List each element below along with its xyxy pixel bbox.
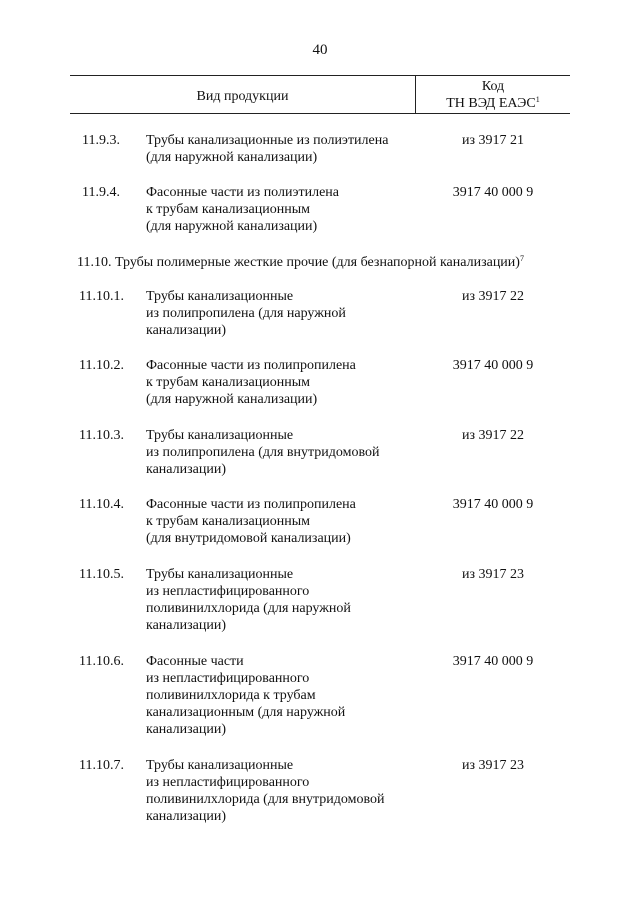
row-number: 11.9.4. [82,185,120,200]
row-code: 3917 40 000 9 [452,358,534,373]
header-footnote-mark: 1 [535,95,540,104]
row-description [146,184,416,235]
row-code: из 3917 23 [461,567,525,582]
row-description-line: Трубы канализационные из полиэтилена [146,133,389,148]
row-description-line: из непластифицированного [146,584,310,599]
row-description-line: канализации) [146,323,226,338]
header-product-type-cell [70,76,416,113]
section-footnote-mark: 7 [519,254,524,263]
row-description-line: (для внутридомовой канализации) [146,531,351,546]
row-description [146,496,416,547]
row-description-line: канализационным (для наружной [146,705,346,720]
row-code: из 3917 22 [461,289,525,304]
header-code-label: Код [481,79,505,94]
header-code-system [416,95,570,112]
row-number: 11.10.5. [79,567,124,582]
row-description-line: из непластифицированного [146,671,310,686]
row-description-line: поливинилхлорида (для внутридомовой [146,792,385,807]
row-description-line: канализации) [146,618,226,633]
section-title-text: 11.10. Трубы полимерные жесткие прочие (для безнапорной канализации) [77,255,520,270]
row-number: 11.10.6. [79,654,124,669]
row-description-line: поливинилхлорида (для наружной [146,601,351,616]
row-description-line: из полипропилена (для наружной [146,306,346,321]
row-description-line: Фасонные части [146,654,244,669]
row-code: из 3917 21 [461,133,525,148]
row-description-line: канализации) [146,462,226,477]
row-description [146,427,416,478]
row-description [146,132,416,166]
row-code: 3917 40 000 9 [452,497,534,512]
row-description [146,357,416,408]
row-description-line: к трубам канализационным [146,514,311,529]
row-description [146,566,416,634]
row-description-line: (для наружной канализации) [146,150,318,165]
row-number: 11.10.1. [79,289,124,304]
row-number: 11.10.3. [79,428,124,443]
row-description-line: Трубы канализационные [146,289,294,304]
row-description-line: поливинилхлорида к трубам [146,688,316,703]
row-description [146,653,416,738]
row-number: 11.9.3. [82,133,120,148]
row-description-line: Фасонные части из полипропилена [146,497,356,512]
row-description-line: (для наружной канализации) [146,392,318,407]
row-code: 3917 40 000 9 [452,185,534,200]
row-description-line: Фасонные части из полиэтилена [146,185,340,200]
section-title [77,254,524,271]
row-description-line: Трубы канализационные [146,758,294,773]
row-code: 3917 40 000 9 [452,654,534,669]
row-description-line: (для наружной канализации) [146,219,318,234]
row-description-line: к трубам канализационным [146,202,311,217]
row-code: из 3917 23 [461,758,525,773]
row-number: 11.10.4. [79,497,124,512]
row-description-line: Трубы канализационные [146,567,294,582]
row-number: 11.10.7. [79,758,124,773]
row-description-line: из непластифицированного [146,775,310,790]
header-code-system-text: ТН ВЭД ЕАЭС [446,96,536,111]
row-description-line: к трубам канализационным [146,375,311,390]
row-description [146,757,416,825]
row-description-line: канализации) [146,722,226,737]
row-description [146,288,416,339]
row-code: из 3917 22 [461,428,525,443]
row-description-line: Фасонные части из полипропилена [146,358,356,373]
row-description-line: из полипропилена (для внутридомовой [146,445,380,460]
page-number: 40 [312,42,328,58]
header-product-type: Вид продукции [196,89,289,104]
header-code-cell [416,78,570,112]
row-description-line: Трубы канализационные [146,428,294,443]
table-header [70,75,570,114]
row-number: 11.10.2. [79,358,124,373]
row-description-line: канализации) [146,809,226,824]
